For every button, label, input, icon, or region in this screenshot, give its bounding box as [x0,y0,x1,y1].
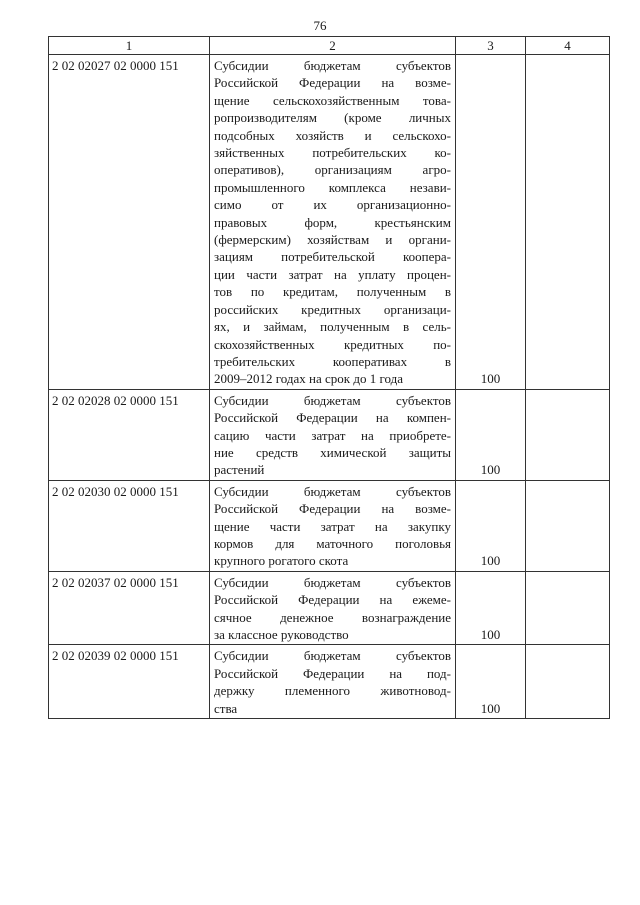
description-line: держку племенного животновод- [214,683,451,699]
description-line: симо от их организационно- [214,197,451,213]
description-line: крупного рогатого скота [214,553,349,569]
table-row [49,480,610,571]
budget-code-cell: 2 02 02028 02 0000 151 [49,389,210,480]
description-line: Российской Федерации на ежеме- [214,592,451,608]
table-header-row [49,37,610,55]
description-cell [210,645,456,719]
description-line: сячное денежное вознаграждение [214,609,451,625]
table-row [49,55,610,390]
table-body [49,55,610,719]
column-header-2: 2 [210,37,456,55]
description-line: 2009–2012 годах на срок до 1 года [214,371,403,387]
description-line: ропроизводителям (кроме личных [214,110,451,126]
amount-cell: 100 [456,645,526,719]
description-line: Субсидии бюджетам субъектов [214,58,451,73]
amount-cell: 100 [456,55,526,390]
description-line: оперативов), организациям агро- [214,162,451,178]
description-line: зяйственных потребительских ко- [214,145,451,161]
column-4-cell [526,389,610,480]
description-line: промышленного комплекса незави- [214,179,451,195]
description-line: Российской Федерации на компен- [214,410,451,426]
budget-code-cell: 2 02 02037 02 0000 151 [49,571,210,645]
budget-code-cell: 2 02 02039 02 0000 151 [49,645,210,719]
description-line: кормов для маточного поголовья [214,535,451,551]
budget-table [48,36,610,719]
description-line: Российской Федерации на под- [214,665,451,681]
amount-cell: 100 [456,389,526,480]
description-line: Российской Федерации на возме- [214,75,451,91]
description-line: Субсидии бюджетам субъектов [214,392,451,408]
amount-cell: 100 [456,480,526,571]
budget-code-cell: 2 02 02030 02 0000 151 [49,480,210,571]
description-line: ции части затрат на уплату процен- [214,266,451,282]
description-line: зациям потребительской коопера- [214,249,451,265]
description-line: правовых форм, крестьянским [214,214,451,230]
description-line: растений [214,462,265,478]
description-line: требительских кооперативах в [214,353,451,369]
amount-cell: 100 [456,571,526,645]
description-cell [210,571,456,645]
table-row [49,389,610,480]
description-line: ства [214,700,238,716]
description-line: ние средств химической защиты [214,444,451,460]
column-4-cell [526,645,610,719]
description-line: подсобных хозяйств и сельскохо- [214,127,451,143]
column-4-cell [526,571,610,645]
description-line: тов по кредитам, полученным в [214,284,451,300]
description-cell [210,389,456,480]
budget-code-cell: 2 02 02027 02 0000 151 [49,55,210,390]
description-line: Субсидии бюджетам субъектов [214,574,451,590]
description-line: скохозяйственных кредитных по- [214,336,451,352]
description-cell [210,55,456,390]
description-line: щение сельскохозяйственным това- [214,92,451,108]
column-4-cell [526,480,610,571]
description-line: щение части затрат на закупку [214,518,451,534]
description-line: Российской Федерации на возме- [214,501,451,517]
column-header-1: 1 [49,37,210,55]
column-header-4: 4 [526,37,610,55]
description-line: сацию части затрат на приобрете- [214,427,451,443]
column-4-cell [526,55,610,390]
page-number: 76 [313,18,327,33]
column-header-3: 3 [456,37,526,55]
table-row [49,645,610,719]
description-line: российских кредитных организаци- [214,301,451,317]
description-cell [210,480,456,571]
description-line: ях, и займам, полученным в сель- [214,319,451,335]
table-row [49,571,610,645]
description-line: за классное руководство [214,627,349,642]
description-line: Субсидии бюджетам субъектов [214,483,451,499]
description-line: (фермерским) хозяйствам и органи- [214,232,451,248]
description-line: Субсидии бюджетам субъектов [214,648,451,664]
